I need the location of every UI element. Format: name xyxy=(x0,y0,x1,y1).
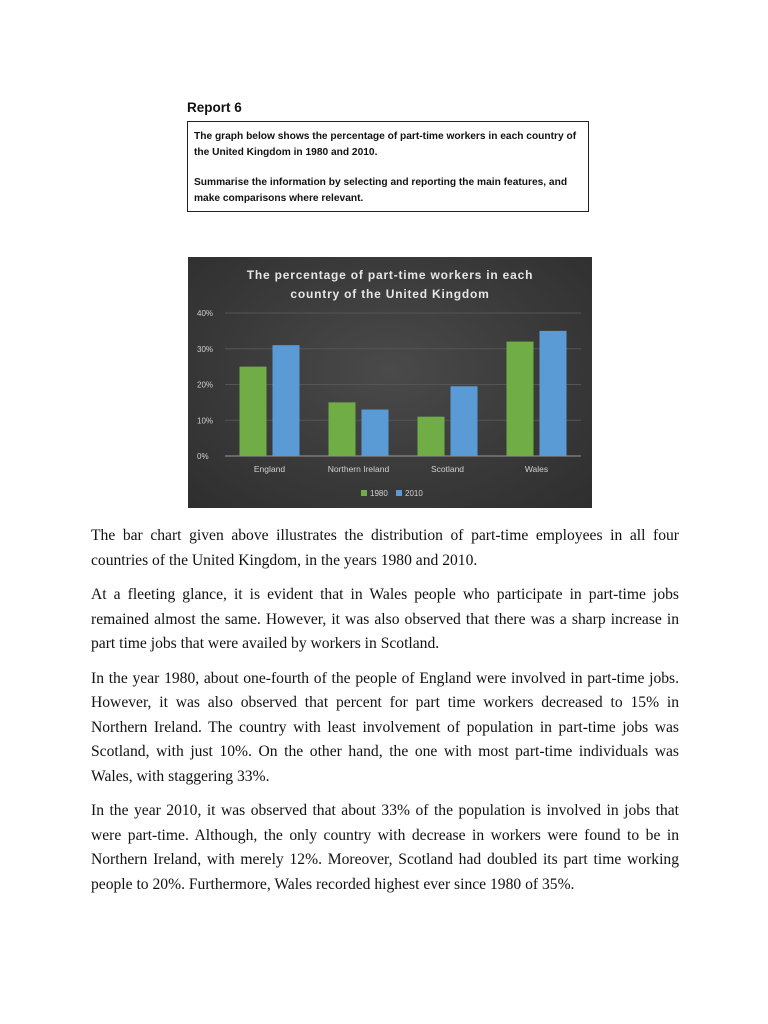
essay-paragraph-2: At a fleeting glance, it is evident that in Wales people who participate in part-time jobs remained almost the same. However, it was also observed that there was a sharp increase in part time jobs that were availed by workers in Scotland. xyxy=(91,586,679,652)
essay-paragraph-4: In the year 2010, it was observed that about 33% of the population is involved in jobs that were part-time. Although, the only country with decrease in workers were found to be in Northern Ireland, with merely 12%. Moreover, Scotland had doubled its part time working people to 20%. Furthermore, Wales recorded highest ever since 1980 of 35%. xyxy=(91,802,679,893)
bar-scotland-2010 xyxy=(451,386,478,456)
report-heading: Report 6 xyxy=(187,100,242,115)
bar-northern-ireland-1980 xyxy=(329,402,356,456)
y-tick-label: 20% xyxy=(197,380,214,390)
bar-chart xyxy=(188,257,592,508)
bar-england-1980 xyxy=(240,367,267,456)
bar-england-2010 xyxy=(273,345,300,456)
legend-swatch-2010 xyxy=(396,490,402,496)
essay-body xyxy=(91,524,679,907)
bar-northern-ireland-2010 xyxy=(362,410,389,456)
legend-swatch-1980 xyxy=(361,490,367,496)
x-tick-label: Scotland xyxy=(430,464,465,474)
task-prompt-description: The graph below shows the percentage of part-time workers in each country of the United Kingdom in 1980 and 2010. xyxy=(194,131,577,158)
legend-label-2010: 2010 xyxy=(405,489,423,498)
bar-wales-1980 xyxy=(507,342,534,456)
x-tick-label: Wales xyxy=(524,464,549,474)
essay-paragraph-3: In the year 1980, about one-fourth of the people of England were involved in part-time jobs. However, it was also observed that percent for part time workers decreased to 15% in Northern Ireland. The country with least involvement of population in part-time jobs was Scotland, with just 10%. On the other hand, the one with most part-time individuals was Wales, with staggering 33%. xyxy=(91,669,679,785)
legend-label-1980: 1980 xyxy=(370,489,388,498)
chart-title-line-1: The percentage of part-time workers in each xyxy=(246,268,534,282)
x-tick-label: England xyxy=(253,464,286,474)
task-prompt-box xyxy=(187,121,589,212)
y-tick-label: 0% xyxy=(197,452,209,461)
x-tick-label: Northern Ireland xyxy=(327,464,390,474)
chart-svg xyxy=(188,257,592,508)
bar-scotland-1980 xyxy=(418,417,445,456)
y-tick-label: 30% xyxy=(197,344,214,354)
y-tick-label: 10% xyxy=(197,416,214,426)
chart-title-line-2: country of the United Kingdom xyxy=(290,287,490,301)
bar-wales-2010 xyxy=(540,331,567,456)
essay-paragraph-1: The bar chart given above illustrates the distribution of part-time employees in all four countries of the United Kingdom, in the years 1980 and 2010. xyxy=(91,527,679,569)
task-prompt-instruction: Summarise the information by selecting and reporting the main features, and make comparisons where relevant. xyxy=(194,177,568,204)
y-tick-label: 40% xyxy=(197,309,214,318)
